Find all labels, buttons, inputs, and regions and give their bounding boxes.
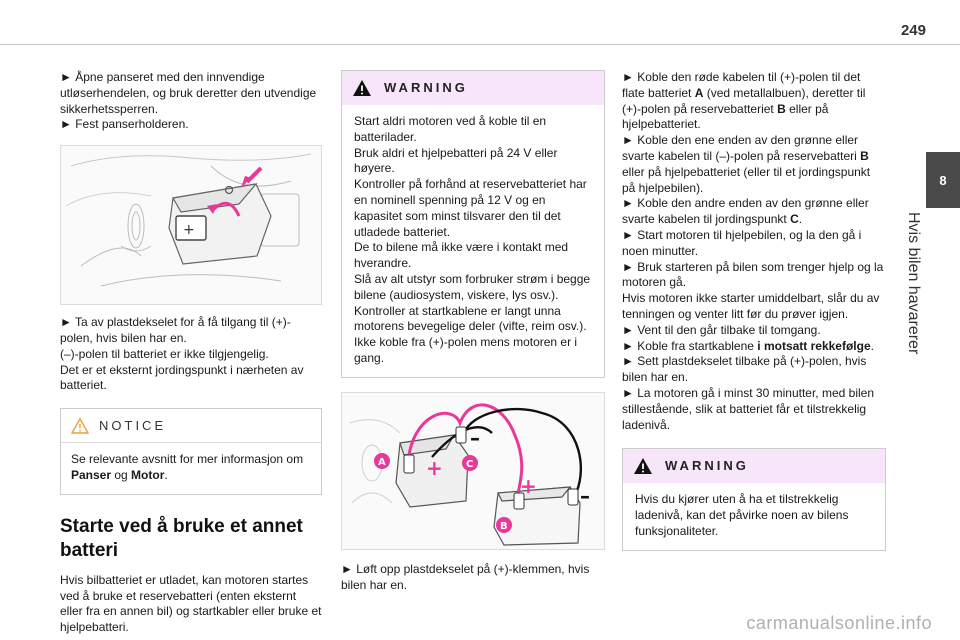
figure-jump-start bbox=[341, 392, 605, 550]
warning-triangle-icon bbox=[352, 79, 372, 97]
step-connect-green-second: ► Koble den andre enden av den grønne eller svarte kabelen til jordingspunkt C. bbox=[622, 196, 869, 227]
header-divider bbox=[0, 44, 960, 45]
label-c-marker bbox=[462, 455, 478, 471]
warning-line: Kontroller at startkablene er langt unna motorens bevegelige deler (vifte, reim osv.). bbox=[354, 303, 587, 334]
svg-text:–: – bbox=[470, 425, 480, 450]
notice-title: NOTICE bbox=[99, 418, 167, 434]
svg-text:+: + bbox=[183, 222, 195, 239]
warning-triangle-icon bbox=[633, 457, 653, 475]
jump-start-illustration bbox=[342, 393, 604, 549]
column-3 bbox=[622, 70, 886, 551]
step-start-car: ► Bruk starteren på bilen som trenger hjelp og la motoren gå. bbox=[622, 259, 884, 290]
warning-box-2 bbox=[622, 448, 886, 550]
notice-text-end: . bbox=[164, 467, 168, 482]
svg-text:–: – bbox=[580, 483, 590, 508]
page-number: 249 bbox=[900, 22, 926, 39]
warning-text-2: Hvis du kjører uten å ha et tilstrekkelig ladenivå, kan det påvirke noen av bilens funksjonaliteter. bbox=[635, 492, 849, 538]
warning-line: Ikke koble fra (+)-polen mens motoren er i gang. bbox=[354, 335, 578, 365]
label-b-marker bbox=[496, 517, 512, 533]
chapter-number: 8 bbox=[939, 172, 947, 188]
warning-title-2: WARNING bbox=[665, 458, 749, 474]
svg-text:+: + bbox=[520, 473, 537, 498]
note-retry: Hvis motoren ikke starter umiddelbart, slår du av tenningen og venter litt før du prøver igjen. bbox=[622, 291, 880, 321]
warning-header bbox=[342, 71, 604, 105]
chapter-title-vertical bbox=[902, 212, 924, 452]
warning-line: Kontroller på forhånd at reservebatteriet har en nominell spenning på 12 V og en kapasitet som minst tilsvarer den til det utladede batteriet. bbox=[354, 177, 587, 239]
label-b: B bbox=[500, 520, 508, 532]
notice-text: Se relevante avsnitt for mer informasjon om bbox=[71, 452, 304, 467]
warning-title: WARNING bbox=[384, 80, 468, 96]
step-remove-cover: ► Ta av plastdekselet for å få tilgang til (+)-polen, hvis bilen har en. bbox=[60, 315, 291, 345]
section-intro: Hvis bilbatteriet er utladet, kan motoren startes ved å bruke et reservebatteri (enten eksternt eller fra en annen bil) og startkabler eller bruke et hjelpebatteri. bbox=[60, 572, 322, 635]
column-2 bbox=[341, 70, 605, 593]
section-title: Starte ved å bruke et annet batteri bbox=[60, 515, 303, 561]
warning-header-2 bbox=[623, 449, 885, 483]
step-disconnect: ► Koble fra startkablene i motsatt rekkefølge. bbox=[622, 338, 874, 353]
warning-box-1 bbox=[341, 70, 605, 378]
step-fix-prop: ► Fest panserholderen. bbox=[60, 117, 189, 132]
warning-line: Bruk aldri et hjelpebatteri på 24 V eller høyere. bbox=[354, 145, 558, 176]
warning-body bbox=[342, 105, 604, 377]
warning-line: De to bilene må ikke være i kontakt med hverandre. bbox=[354, 240, 569, 271]
chapter-tab bbox=[926, 152, 960, 208]
notice-ref-engine: Motor bbox=[131, 467, 165, 482]
step-run-engine: ► La motoren gå i minst 30 minutter, med bilen stillestående, slik at batteriet får et tilstrekkelig ladenivå. bbox=[622, 385, 874, 432]
chapter-title: Hvis bilen havarerer bbox=[905, 212, 922, 355]
notice-ref-bonnet: Panser bbox=[71, 467, 112, 482]
notice-box bbox=[60, 408, 322, 495]
step-start-helper: ► Start motoren til hjelpebilen, og la den gå i noen minutter. bbox=[622, 227, 862, 258]
label-a: A bbox=[378, 456, 386, 468]
step-replace-cover: ► Sett plastdekselet tilbake på (+)-polen, hvis bilen har en. bbox=[622, 354, 867, 385]
note-earth-point: Det er et eksternt jordingspunkt i nærheten av batteriet. bbox=[60, 362, 304, 393]
label-c: C bbox=[466, 458, 474, 470]
note-negative-pole: (–)-polen til batteriet er ikke tilgjengelig. bbox=[60, 346, 269, 361]
column-1 bbox=[60, 70, 322, 636]
warning-line: Slå av alt utstyr som forbruker strøm i begge bilene (audiosystem, viskere, lys osv.). bbox=[354, 271, 591, 302]
engine-bay-illustration bbox=[61, 146, 321, 304]
step-connect-red: ► Koble den røde kabelen til (+)-polen til det flate batteriet A (ved metallalbuen), deretter til (+)-polen på reservebatteriet B eller på hjelpebatteriet. bbox=[622, 70, 866, 132]
step-lift-cover: ► Løft opp plastdekselet på (+)-klemmen, hvis bilen har en. bbox=[341, 561, 590, 592]
step-open-bonnet: ► Åpne panseret med den innvendige utløserhendelen, og bruk deretter den utvendige sikkerhetssperren. bbox=[60, 70, 317, 116]
step-connect-green-first: ► Koble den ene enden av den grønne eller svarte kabelen til (–)-polen på reservebatteri B eller på hjelpebatteriet (eller til et jordingspunkt på hjelpebilen). bbox=[622, 133, 871, 195]
label-a-marker bbox=[374, 453, 390, 469]
watermark: carmanualsonline.info bbox=[746, 613, 932, 633]
notice-triangle-icon bbox=[71, 418, 89, 434]
figure-engine-bay bbox=[60, 145, 322, 305]
notice-header bbox=[61, 409, 321, 442]
warning-line: Start aldri motoren ved å koble til en batterilader. bbox=[354, 114, 547, 144]
step-wait-idle: ► Vent til den går tilbake til tomgang. bbox=[622, 322, 821, 337]
notice-body bbox=[61, 442, 321, 494]
svg-text:+: + bbox=[426, 455, 443, 480]
warning-body-2 bbox=[623, 483, 885, 549]
notice-text-mid: og bbox=[111, 467, 132, 482]
